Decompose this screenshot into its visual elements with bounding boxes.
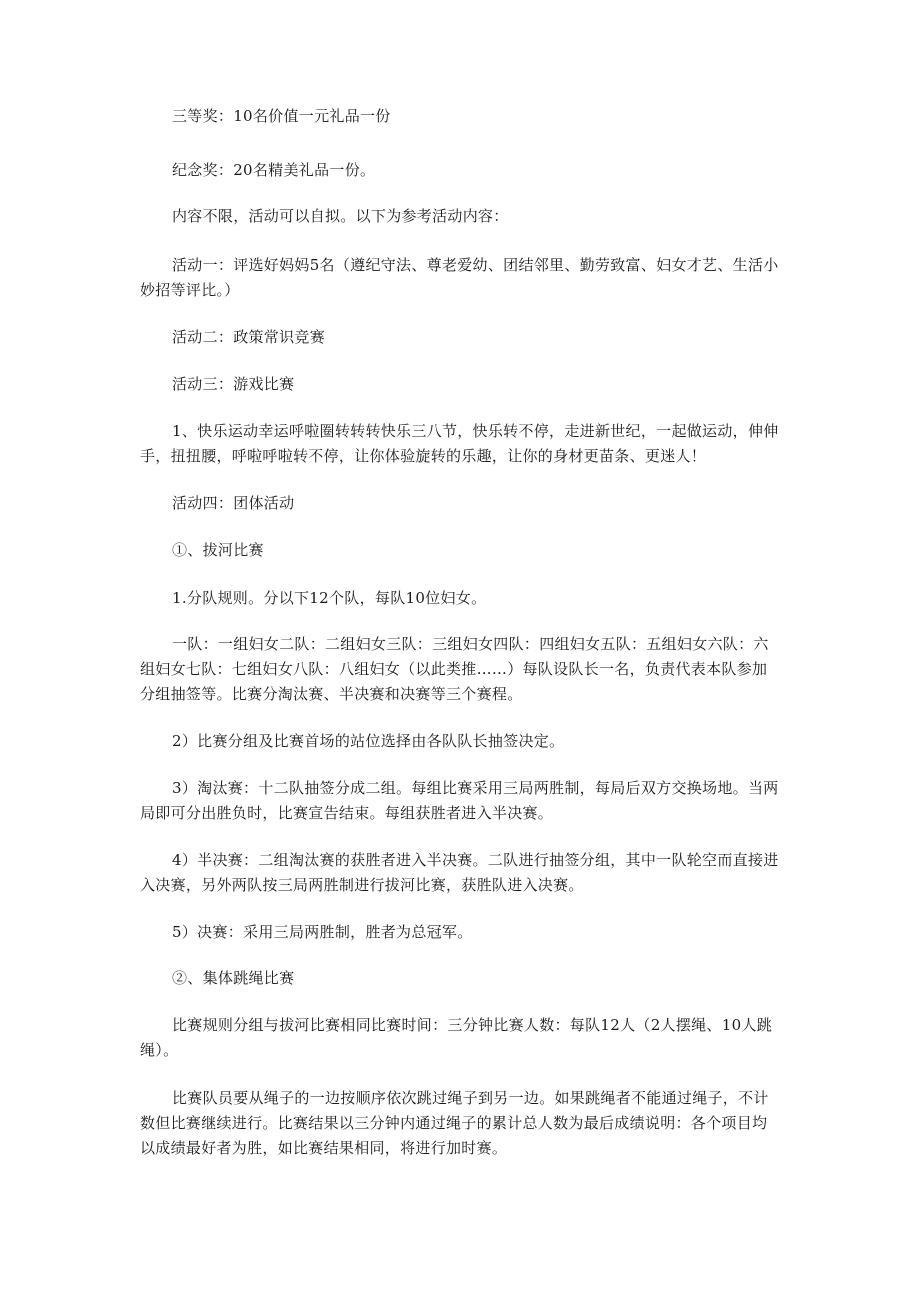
paragraph-jump-rope-details: 比赛队员要从绳子的一边按顺序依次跳过绳子到另一边。如果跳绳者不能通过绳子，不计数但比赛继续进行。比赛结果以三分钟内通过绳子的累计总人数为最后成绩说明：各个项目均以成绩最好者为胜，如比赛结果相同，将进行加时赛。 — [140, 1089, 769, 1157]
paragraph-semifinal: 4）半决赛：二组淘汰赛的获胜者进入半决赛。二队进行抽签分组，其中一队轮空而直接进入决赛，另外两队按三局两胜制进行拔河比赛，获胜队进入决赛。 — [140, 851, 779, 894]
paragraph-grouping: 2）比赛分组及比赛首场的站位选择由各队队长抽签决定。 — [172, 732, 565, 750]
paragraph-team-list: 一队：一组妇女二队：二组妇女三队：三组妇女四队：四组妇女五队：五组妇女六队：六组妇女七队：七组妇女八队：八组妇女（以此类推……）每队设队长一名，负责代表本队参加分组抽签等。比赛分淘汰赛、半决赛和决赛等三个赛程。 — [140, 635, 769, 703]
paragraph-jump-rope-rules: 比赛规则分组与拔河比赛相同比赛时间：三分钟比赛人数：每队12人（2人摆绳、10人跳绳）。 — [140, 1016, 773, 1059]
paragraph-activity-three: 活动三：游戏比赛 — [172, 375, 295, 393]
paragraph-final: 5）决赛：采用三局两胜制，胜者为总冠军。 — [172, 923, 473, 941]
paragraph-third-prize: 三等奖：10名价值一元礼品一份 — [172, 107, 391, 125]
paragraph-jump-rope: ②、集体跳绳比赛 — [172, 969, 295, 987]
paragraph-content-intro: 内容不限，活动可以自拟。以下为参考活动内容： — [172, 207, 509, 225]
paragraph-tug-of-war: ①、拔河比赛 — [172, 541, 264, 559]
paragraph-souvenir-prize: 纪念奖：20名精美礼品一份。 — [172, 161, 376, 179]
paragraph-activity-four: 活动四：团体活动 — [172, 494, 295, 512]
paragraph-activity-one: 活动一：评选好妈妈5名（遵纪守法、尊老爱幼、团结邻里、勤劳致富、妇女才艺、生活小妙招等评比。） — [140, 256, 779, 299]
paragraph-activity-two: 活动二：政策常识竞赛 — [172, 328, 326, 346]
paragraph-hula-hoop: 1、快乐运动幸运呼啦圈转转转快乐三八节，快乐转不停，走进新世纪，一起做运动，伸伸手，扭扭腰，呼啦呼啦转不停，让你体验旋转的乐趣，让你的身材更苗条、更迷人！ — [140, 422, 779, 465]
paragraph-elimination: 3）淘汰赛：十二队抽签分成二组。每组比赛采用三局两胜制，每局后双方交换场地。当两局即可分出胜负时，比赛宣告结束。每组获胜者进入半决赛。 — [140, 779, 779, 822]
paragraph-team-rules: 1.分队规则。分以下12个队，每队10位妇女。 — [172, 589, 487, 607]
